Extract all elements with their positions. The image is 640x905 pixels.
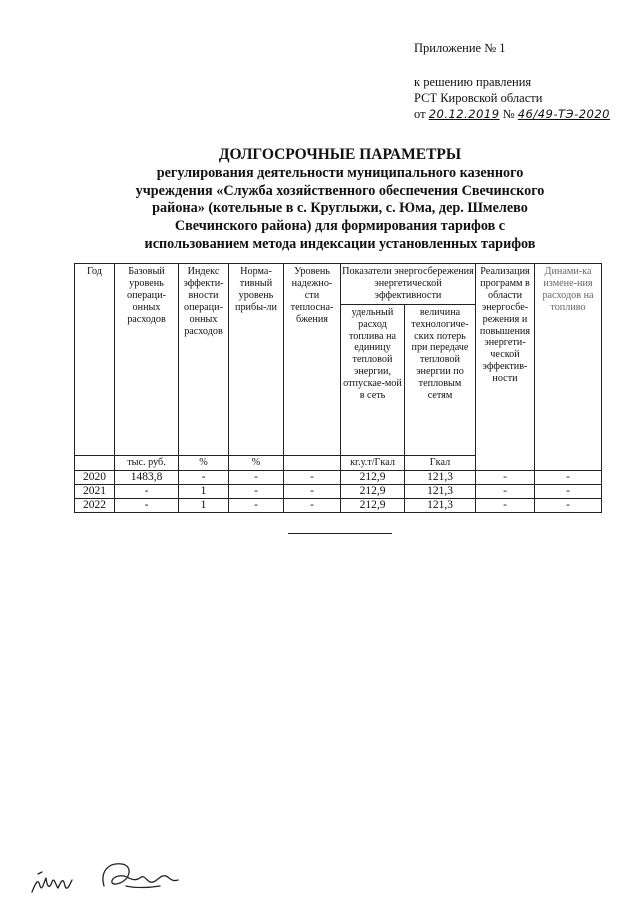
- header-efficiency-index: Индекс эффекти-вности операци-онных расходов: [179, 264, 229, 456]
- header-energy-group: Показатели энергосбережения энергетической эффективности: [341, 264, 476, 305]
- title-line-1: регулирования деятельности муниципального казенного: [156, 164, 524, 181]
- date-prefix: от: [414, 107, 426, 121]
- header-row: [75, 264, 602, 305]
- appendix-to-decision: к решению правления: [414, 75, 532, 89]
- header-losses: величина технологиче-ских потерь при передаче тепловой энергии по тепловым сетям: [405, 304, 476, 455]
- cell-index: -: [179, 470, 229, 484]
- cell-programs: -: [476, 484, 535, 498]
- unit-normative-profit: %: [229, 455, 284, 470]
- cell-dynamics: -: [535, 498, 602, 512]
- table-row: [75, 484, 602, 498]
- unit-losses: Гкал: [405, 455, 476, 470]
- header-dynamics: Динами-ка измене-ния расходов на топливо: [535, 264, 602, 471]
- header-base-level: Базовый уровень операци-онных расходов: [115, 264, 179, 456]
- appendix-dateline: [414, 106, 610, 122]
- parameters-table: [74, 263, 602, 513]
- cell-base: -: [115, 484, 179, 498]
- cell-losses: 121,3: [405, 498, 476, 512]
- cell-dynamics: -: [535, 484, 602, 498]
- header-reliability: Уровень надежно-сти теплосна-бжения: [284, 264, 341, 456]
- document-title: [60, 146, 620, 254]
- appendix-organization: РСТ Кировской области: [414, 91, 543, 105]
- title-line-4: Свечинского района) для формирования тарифов с: [174, 218, 506, 235]
- header-normative-profit: Норма-тивный уровень прибы-ли: [229, 264, 284, 456]
- end-divider: [288, 533, 392, 534]
- cell-profit: -: [229, 498, 284, 512]
- cell-index: 1: [179, 498, 229, 512]
- cell-programs: -: [476, 470, 535, 484]
- table-row: [75, 498, 602, 512]
- cell-base: 1483,8: [115, 470, 179, 484]
- cell-reliability: -: [284, 498, 341, 512]
- title-main: ДОЛГОСРОЧНЫЕ ПАРАМЕТРЫ: [218, 146, 462, 163]
- title-line-3: района» (котельные в с. Круглыжи, с. Юма, дер. Шмелево: [152, 200, 528, 217]
- header-fuel-rate: удельный расход топлива на единицу тепловой энергии, отпускае-мой в сеть: [341, 304, 405, 455]
- cell-reliability: -: [284, 470, 341, 484]
- unit-year: [75, 455, 115, 470]
- unit-efficiency-index: %: [179, 455, 229, 470]
- number-prefix: №: [502, 107, 515, 121]
- header-year: Год: [75, 264, 115, 456]
- cell-programs: -: [476, 498, 535, 512]
- table-row: [75, 470, 602, 484]
- decision-date: 20.12.2019: [428, 107, 500, 121]
- unit-fuel-rate: кг.у.т/Гкал: [341, 455, 405, 470]
- header-programs: Реализация программ в области энергосбе-режения и повышения энергети-ческой эффектив-ности: [476, 264, 535, 471]
- decision-number: 46/49-ТЭ-2020: [517, 107, 610, 121]
- cell-losses: 121,3: [405, 470, 476, 484]
- appendix-block: [414, 40, 610, 122]
- cell-dynamics: -: [535, 470, 602, 484]
- cell-fuel: 212,9: [341, 470, 405, 484]
- handwritten-initials-icon: [30, 852, 210, 902]
- cell-reliability: -: [284, 484, 341, 498]
- unit-reliability: [284, 455, 341, 470]
- unit-base-level: тыс. руб.: [115, 455, 179, 470]
- title-line-2: учреждения «Служба хозяйственного обеспечения Свечинского: [135, 182, 545, 199]
- cell-profit: -: [229, 470, 284, 484]
- appendix-number: Приложение № 1: [414, 41, 506, 55]
- cell-year: 2021: [75, 484, 115, 498]
- cell-index: 1: [179, 484, 229, 498]
- cell-year: 2020: [75, 470, 115, 484]
- cell-profit: -: [229, 484, 284, 498]
- cell-year: 2022: [75, 498, 115, 512]
- cell-losses: 121,3: [405, 484, 476, 498]
- cell-fuel: 212,9: [341, 484, 405, 498]
- cell-fuel: 212,9: [341, 498, 405, 512]
- title-line-5: использованием метода индексации установленных тарифов: [144, 235, 536, 252]
- cell-base: -: [115, 498, 179, 512]
